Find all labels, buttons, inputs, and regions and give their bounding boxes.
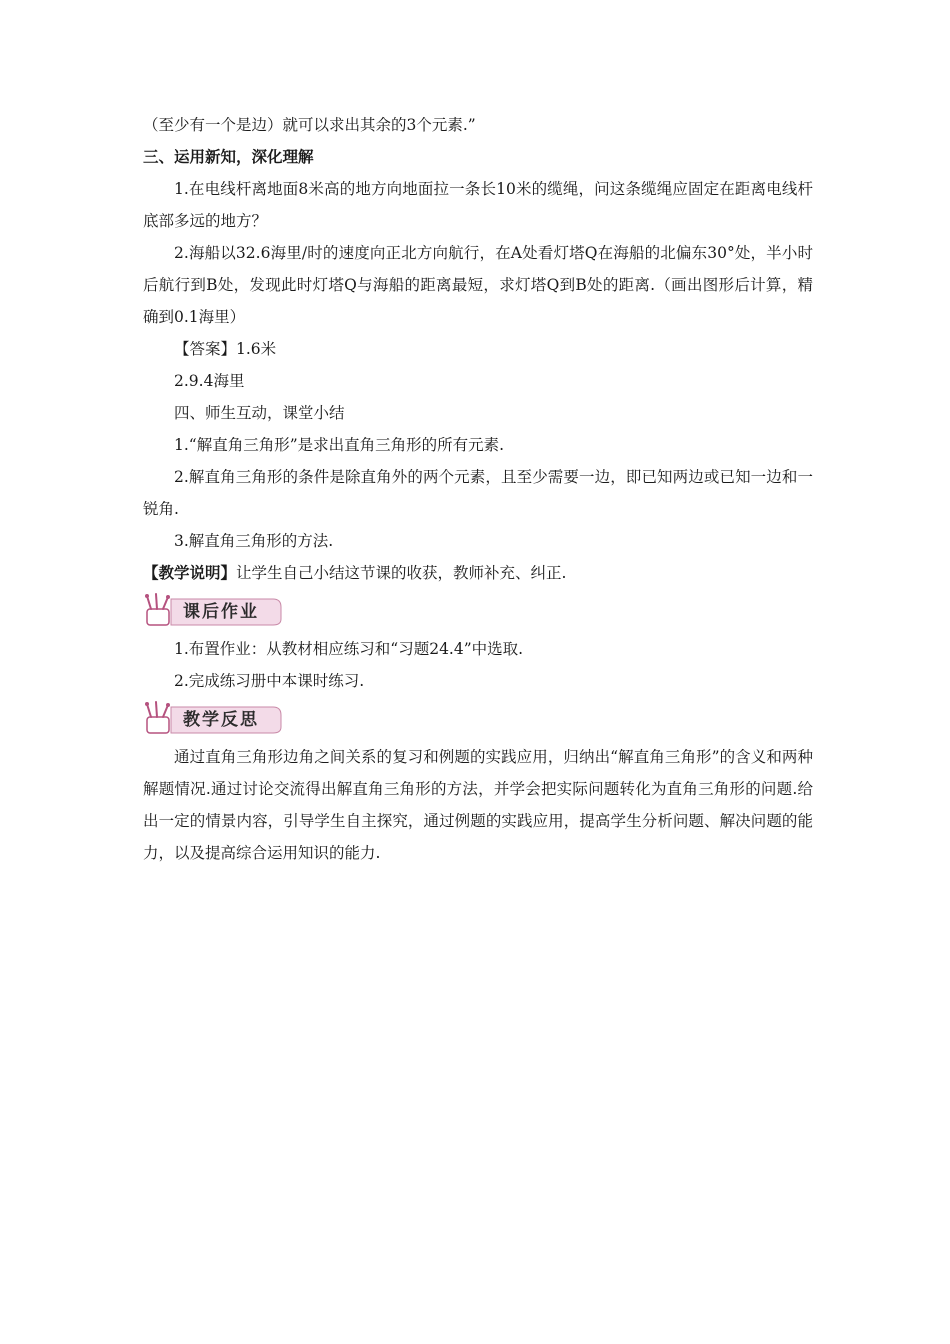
teaching-note-text: 让学生自己小结这节课的收获，教师补充、纠正. <box>236 564 567 582</box>
summary-3: 3.解直角三角形的方法. <box>174 532 334 550</box>
section-heading-4: 四、师生互动，课堂小结 <box>174 404 345 422</box>
answer-2: 2.9.4海里 <box>174 372 245 390</box>
teaching-note-label: 【教学说明】 <box>143 563 237 582</box>
question-2: 2.海船以32.6海里/时的速度向正北方向航行，在A处看灯塔Q在海船的北偏东30°处，半小时后航行到B处，发现此时灯塔Q与海船的距离最短，求灯塔Q到B处的距离.（画出图形后计算，精确到0.1海里） <box>143 244 813 326</box>
reflection-text: 通过直角三角形边角之间关系的复习和例题的实践应用，归纳出“解直角三角形”的含义和两种解题情况.通过讨论交流得出解直角三角形的方法，并学会把实际问题转化为直角三角形的问题.给出一定的情景内容，引导学生自主探究，通过例题的实践应用，提高学生分析问题、解决问题的能力，以及提高综合运用知识的能力. <box>143 748 813 862</box>
question-1: 1.在电线杆离地面8米高的地方向地面拉一条长10米的缆绳，问这条缆绳应固定在距离电线杆底部多远的地方？ <box>143 180 813 230</box>
summary-1: 1.“解直角三角形”是求出直角三角形的所有元素. <box>174 436 505 454</box>
summary-2: 2.解直角三角形的条件是除直角外的两个元素，且至少需要一边，即已知两边或已知一边和一锐角. <box>143 468 813 518</box>
document-content <box>143 109 813 869</box>
section-heading-3: 三、运用新知，深化理解 <box>143 147 314 166</box>
reflection-section-header <box>141 699 813 739</box>
teaching-note <box>143 557 813 589</box>
homework-title: 课后作业 <box>183 602 259 622</box>
reflection-title: 教学反思 <box>183 710 259 730</box>
homework-section-header <box>141 591 813 631</box>
homework-item-2: 2.完成练习册中本课时练习. <box>174 672 365 690</box>
paragraph-continuation: （至少有一个是边）就可以求出其余的3个元素.” <box>143 116 476 134</box>
homework-item-1: 1.布置作业：从教材相应练习和“习题24.4”中选取. <box>174 640 524 658</box>
pencil-cup-icon <box>145 702 170 733</box>
answer-1: 【答案】1.6米 <box>174 340 277 358</box>
pencil-cup-icon <box>145 594 170 625</box>
